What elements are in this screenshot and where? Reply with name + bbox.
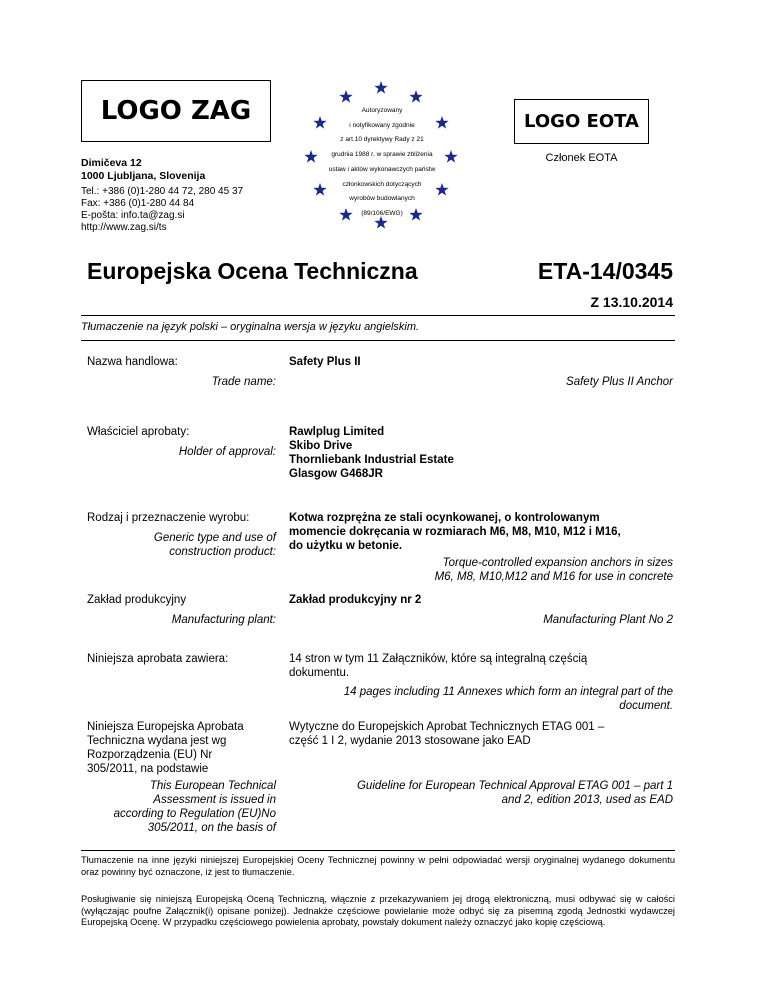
contains-en-line: document. bbox=[619, 700, 673, 712]
basis-label-pl bbox=[87, 720, 244, 776]
basis-label-line: Rozporządzenia (EU) Nr bbox=[87, 749, 213, 761]
footer-translation-note: Tłumaczenie na inne języki niniejszej Europejskiej Oceny Technicznej powinny w pełni odpowiadać wersji oryginalnej wydanego dokumentu oraz powinny być oznaczone, iż jest to tłumaczenie. bbox=[81, 855, 675, 877]
eu-text-line: członkowskich dotyczących bbox=[342, 180, 422, 188]
translation-note: Tłumaczenie na język polski – oryginalna wersja w języku angielskim. bbox=[81, 321, 420, 333]
issue-date: Z 13.10.2014 bbox=[590, 294, 673, 310]
generic-type-en-line: M6, M8, M10,M12 and M16 for use in concrete bbox=[434, 571, 673, 583]
eu-text-line: z art.10 dyrektywy Rady z 21 bbox=[340, 136, 424, 144]
basis-value-en-line: and 2, edition 2013, used as EAD bbox=[501, 794, 673, 806]
eu-authorisation-text bbox=[306, 104, 458, 222]
eu-text-line: Autoryzowany bbox=[361, 107, 403, 114]
star-icon bbox=[339, 90, 352, 103]
holder-line: Glasgow G468JR bbox=[289, 468, 383, 480]
basis-value-line: Wytyczne do Europejskich Aprobat Technicznych ETAG 001 – bbox=[289, 721, 605, 733]
trade-name-value-pl: Safety Plus II bbox=[289, 356, 361, 368]
generic-type-line: Kotwa rozprężna ze stali ocynkowanej, o kontrolowanym bbox=[289, 512, 600, 524]
contains-line: dokumentu. bbox=[289, 667, 350, 679]
basis-label-line: Niniejsza Europejska Aprobata bbox=[87, 721, 244, 733]
generic-type-label-en-line: construction product: bbox=[169, 546, 276, 558]
generic-type-en-line: Torque-controlled expansion anchors in sizes bbox=[442, 557, 673, 569]
eota-member-label: Członek EOTA bbox=[545, 152, 618, 164]
eta-number: ETA-14/0345 bbox=[537, 258, 673, 284]
holder-label-en: Holder of approval: bbox=[178, 446, 276, 458]
generic-type-value-en bbox=[289, 556, 673, 584]
contains-line: 14 stron w tym 11 Załączników, które są integralną częścią bbox=[289, 653, 588, 665]
eu-text-line: i notyfikowany zgodnie bbox=[349, 121, 415, 129]
generic-type-value-pl bbox=[289, 511, 621, 553]
generic-type-line: momencie dokręcania w rozmiarach M6, M8, M10, M12 i M16, bbox=[289, 526, 621, 538]
basis-value-pl bbox=[289, 720, 604, 748]
basis-value-line: część 1 I 2, wydanie 2013 stosowane jako EAD bbox=[289, 735, 531, 747]
generic-type-label-en-line: Generic type and use of bbox=[153, 532, 276, 544]
basis-value-en bbox=[289, 779, 673, 807]
basis-label-en-line: This European Technical bbox=[149, 780, 276, 792]
plant-label-en: Manufacturing plant: bbox=[171, 614, 276, 626]
zag-logo bbox=[81, 80, 271, 142]
generic-type-label-en bbox=[81, 531, 276, 559]
document-title: Europejska Ocena Techniczna bbox=[87, 258, 418, 284]
star-icon bbox=[409, 90, 422, 103]
plant-value-en: Manufacturing Plant No 2 bbox=[543, 614, 673, 626]
basis-label-line: 305/2011, na podstawie bbox=[87, 763, 209, 775]
eu-text-line: grudnia 1988 r. w sprawie zbliżenia bbox=[331, 151, 433, 159]
eota-logo bbox=[514, 99, 649, 144]
eota-logo-text: LOGO EOTA bbox=[524, 111, 639, 132]
eu-text-line: wyrobów budowlanych bbox=[349, 195, 415, 203]
trade-name-label-en: Trade name: bbox=[211, 376, 276, 388]
trade-name-value-en: Safety Plus II Anchor bbox=[566, 376, 673, 388]
basis-value-en-line: Guideline for European Technical Approval ETAG 001 – part 1 bbox=[356, 780, 673, 792]
divider bbox=[81, 850, 675, 851]
address-city: 1000 Ljubljana, Slovenija bbox=[81, 170, 206, 182]
zag-logo-text: LOGO ZAG bbox=[100, 96, 252, 126]
eu-text-line: ustaw i aktów wykonawczych państw bbox=[328, 165, 436, 173]
address-email: E-pošta: info.ta@zag.si bbox=[81, 210, 185, 221]
holder-line: Skibo Drive bbox=[289, 440, 353, 452]
basis-label-line: Techniczna wydana jest wg bbox=[87, 735, 227, 747]
address-block bbox=[81, 157, 243, 234]
contains-value-pl bbox=[289, 652, 587, 680]
address-tel: Tel.: +386 (0)1-280 44 72, 280 45 37 bbox=[81, 186, 244, 197]
trade-name-label-pl: Nazwa handlowa: bbox=[87, 356, 178, 368]
basis-label-en-line: Assessment is issued in bbox=[153, 794, 276, 806]
address-web: http://www.zag.si/ts bbox=[81, 222, 167, 233]
contains-label-pl: Niniejsza aprobata zawiera: bbox=[87, 653, 229, 665]
holder-value bbox=[289, 425, 454, 481]
holder-line: Thornliebank Industrial Estate bbox=[289, 454, 454, 466]
plant-label-pl: Zakład produkcyjny bbox=[87, 594, 187, 606]
basis-label-en-line: according to Regulation (EU)No bbox=[113, 808, 276, 820]
generic-type-line: do użytku w betonie. bbox=[289, 540, 403, 552]
eu-text-line: (89/106/EWG) bbox=[361, 209, 403, 217]
footer-usage-note: Posługiwanie się niniejszą Europejską Oceną Techniczną, włącznie z przekazywaniem jej drogą elektroniczną, musi odbywać się w całości (wyłączając poufne Załącznik(i) opisane poniżej). Jednakże częściowe powielanie może odbyć się za pisemną zgodą Jednostki wydawczej Europejską Ocenę. W przypadku częściowego powielenia aprobaty, powstały dokument należy oznaczyć jako kopię częściową. bbox=[81, 894, 675, 927]
address-fax: Fax: +386 (0)1-280 44 84 bbox=[81, 198, 195, 209]
holder-label-pl: Właściciel aprobaty: bbox=[87, 426, 190, 438]
holder-line: Rawlplug Limited bbox=[289, 426, 385, 438]
basis-label-en bbox=[81, 779, 276, 835]
generic-type-label-pl: Rodzaj i przeznaczenie wyrobu: bbox=[87, 512, 250, 524]
divider bbox=[81, 315, 675, 316]
address-street: Dimičeva 12 bbox=[81, 157, 142, 169]
basis-label-en-line: 305/2011, on the basis of bbox=[147, 822, 276, 834]
contains-value-en bbox=[289, 685, 673, 713]
divider bbox=[81, 340, 675, 341]
star-icon bbox=[374, 81, 387, 94]
plant-value-pl: Zakład produkcyjny nr 2 bbox=[289, 594, 422, 606]
contains-en-line: 14 pages including 11 Annexes which form an integral part of the bbox=[343, 686, 673, 698]
